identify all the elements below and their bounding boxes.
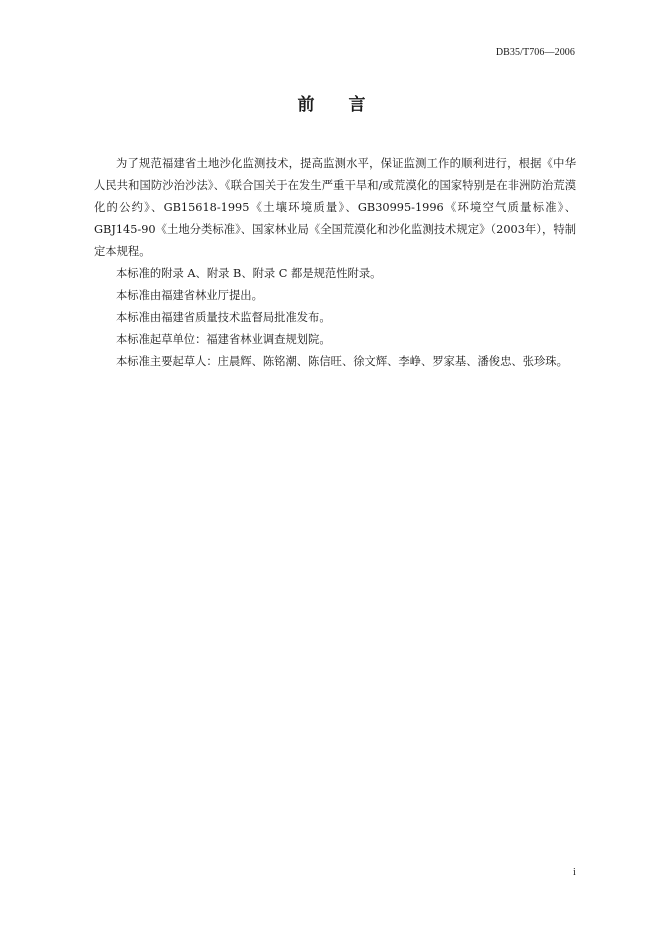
paragraph-purpose: 为了规范福建省土地沙化监测技术，提高监测水平，保证监测工作的顺利进行，根据《中华人民共和国防沙治沙法》、《联合国关于在发生严重干旱和/或荒漠化的国家特别是在非洲防治荒漠化的公约》、GB15618-1995《土壤环境质量》、GB30995-1996《环境空气质量标准》、GBJ145-90《土地分类标准》、国家林业局《全国荒漠化和沙化监测技术规定》（2003年），特制定本规程。 bbox=[94, 157, 576, 258]
preface-body bbox=[94, 153, 576, 373]
page-number: i bbox=[573, 867, 576, 878]
paragraph-proposer: 本标准由福建省林业厅提出。 bbox=[116, 289, 263, 302]
paragraph-drafting-unit: 本标准起草单位：福建省林业调查规划院。 bbox=[116, 333, 331, 346]
paragraph-appendix: 本标准的附录 A、附录 B、附录 C 都是规范性附录。 bbox=[116, 267, 382, 280]
paragraph-drafters: 本标准主要起草人：庄晨辉、陈铭潮、陈信旺、徐文辉、李峥、罗家基、潘俊忠、张珍珠。 bbox=[116, 355, 568, 368]
document-code: DB35/T706—2006 bbox=[495, 47, 575, 58]
page-title: 前 言 bbox=[297, 95, 380, 115]
paragraph-approver: 本标准由福建省质量技术监督局批准发布。 bbox=[116, 311, 331, 324]
